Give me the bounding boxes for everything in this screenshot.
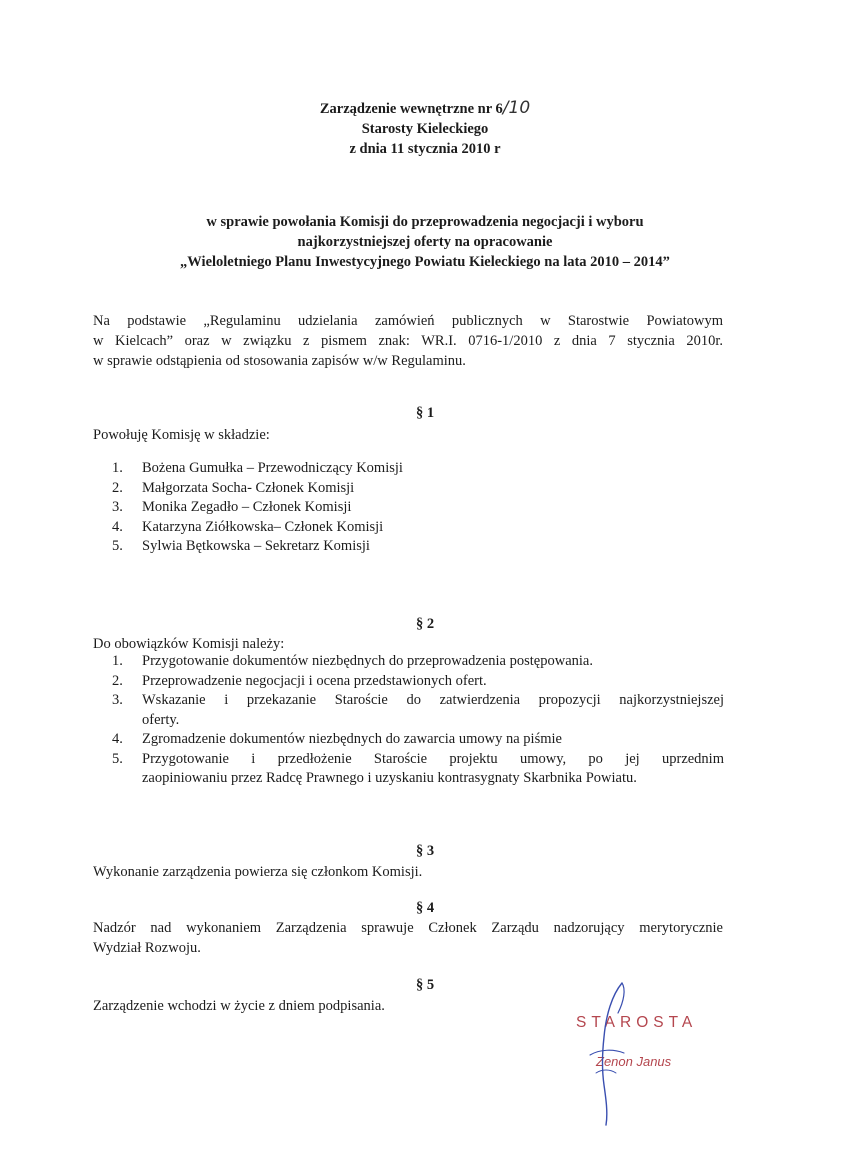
handwritten-signature (560, 975, 650, 1135)
issue-date: z dnia 11 stycznia 2010 r (349, 141, 501, 157)
section-2-heading: § 2 (415, 616, 435, 632)
duty-line-1: Przygotowanie i przedłożenie Staroście projektu umowy, po jej uprzednim (142, 750, 724, 767)
section-4-line-2: Wydział Rozwoju. (93, 940, 201, 956)
list-number: 2. (112, 672, 123, 689)
list-item (112, 691, 724, 730)
document-subject (0, 212, 850, 272)
duty-text: Zgromadzenie dokumentów niezbędnych do zawarcia umowy na piśmie (142, 731, 562, 747)
list-item (112, 750, 724, 789)
list-number: 2. (112, 479, 123, 496)
preamble-line-3: w sprawie odstąpienia od stosowania zapisów w/w Regulaminu. (93, 353, 466, 369)
member-text: Bożena Gumułka – Przewodniczący Komisji (142, 460, 403, 476)
list-item (112, 730, 724, 750)
subject-line-2: najkorzystniejszej oferty na opracowanie (297, 234, 553, 250)
stamp-name: Zenon Janus (596, 1054, 672, 1069)
list-number: 4. (112, 518, 123, 535)
issuer: Starosty Kieleckiego (361, 121, 489, 137)
member-text: Małgorzata Socha- Członek Komisji (142, 479, 355, 496)
list-number: 5. (112, 750, 123, 767)
member-text: Katarzyna Ziółkowska– Członek Komisji (142, 518, 384, 535)
duty-line-2: zaopiniowaniu przez Radcę Prawnego i uzyskaniu kontrasygnaty Skarbnika Powiatu. (142, 770, 637, 786)
list-number: 1. (112, 653, 123, 669)
duty-line-1: Wskazanie i przekazanie Staroście do zatwierdzenia propozycji najkorzystniejszej (142, 692, 724, 708)
preamble-line-2: w Kielcach” oraz w związku z pismem znak: WR.I. 0716-1/2010 z dnia 7 stycznia 2010r. (93, 333, 723, 349)
section-4-heading: § 4 (415, 900, 435, 916)
duty-text (142, 691, 724, 730)
section-3-text: Wykonanie zarządzenia powierza się członkom Komisji. (93, 864, 423, 880)
subject-line-3: „Wieloletniego Planu Inwestycyjnego Powiatu Kieleckiego na lata 2010 – 2014” (180, 254, 670, 270)
section-5-heading: § 5 (415, 977, 435, 993)
duty-text: Przeprowadzenie negocjacji i ocena przedstawionych ofert. (142, 672, 487, 689)
list-item (112, 652, 724, 672)
list-item (112, 672, 724, 692)
member-text: Sylwia Bętkowska – Sekretarz Komisji (142, 538, 370, 554)
section-1-intro: Powołuję Komisję w składzie: (93, 427, 270, 443)
committee-members-list (112, 459, 403, 557)
section-1-heading: § 1 (415, 405, 435, 421)
preamble-line-1: Na podstawie „Regulaminu udzielania zamówień publicznych w Starostwie Powiatowym (93, 313, 723, 329)
list-item (112, 537, 403, 557)
committee-duties-list (112, 652, 724, 789)
preamble (93, 311, 723, 371)
order-number-prefix: Zarządzenie wewnętrzne nr 6 (319, 101, 503, 117)
duty-line-2: oferty. (142, 711, 180, 728)
list-item (112, 498, 403, 518)
section-5-text: Zarządzenie wchodzi w życie z dniem podpisania. (93, 998, 385, 1014)
duty-text: Przygotowanie dokumentów niezbędnych do przeprowadzenia postępowania. (142, 653, 593, 669)
order-title (0, 98, 850, 119)
duty-text (142, 750, 724, 789)
handwritten-number: /10 (502, 98, 531, 118)
list-item (112, 479, 403, 499)
list-number: 4. (112, 731, 123, 747)
member-text: Monika Zegadło – Członek Komisji (142, 499, 352, 515)
section-4-line-1: Nadzór nad wykonaniem Zarządzenia sprawuje Członek Zarządu nadzorujący merytorycznie (93, 920, 723, 936)
stamp-title: STAROSTA (576, 1014, 698, 1031)
subject-line-1: w sprawie powołania Komisji do przeprowadzenia negocjacji i wyboru (206, 214, 644, 230)
document-header (0, 98, 850, 159)
list-number: 1. (112, 460, 123, 476)
section-4-text (93, 918, 723, 958)
section-2-intro: Do obowiązków Komisji należy: (93, 636, 285, 652)
list-number: 3. (112, 499, 123, 515)
list-number: 5. (112, 538, 123, 554)
list-item (112, 518, 403, 538)
list-item (112, 459, 403, 479)
section-3-heading: § 3 (415, 843, 435, 859)
list-number: 3. (112, 692, 123, 708)
